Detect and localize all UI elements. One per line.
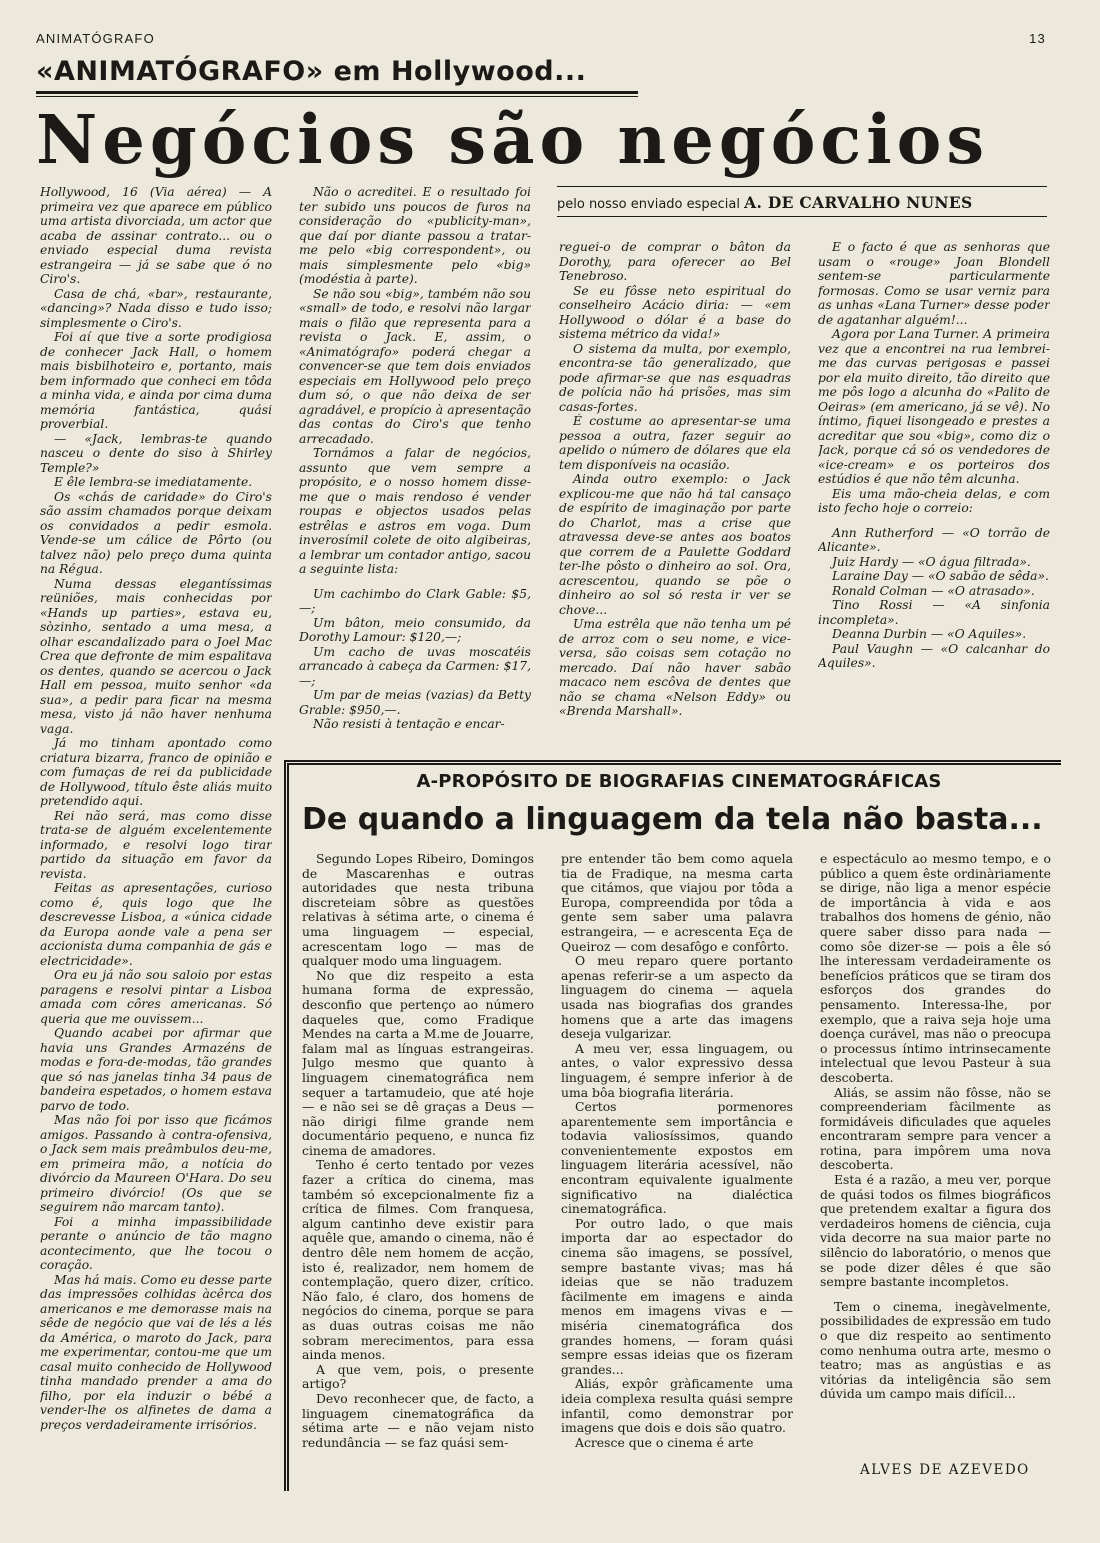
paragraph: Foi a minha impassibilidade perante o anúncio de tão magno acontecimento, que lhe tocou o coração. [40,1214,272,1272]
paragraph: Acresce que o cinema é arte [575,1434,754,1450]
magazine-name: ANIMATÓGRAFO [36,31,155,46]
paragraph: Uma estrêla que não tenha um pé de arroz com o seu nome, e vice-versa, são coisas sem cotação no mercado. Daí não haver sabão macaco nem escôva de dentes que não se chama «Nelson Eddy» ou «Brenda Marshall». [559,617,791,718]
paragraph: No que diz respeito a esta humana forma de expressão, desconfio que pertenço ao número daqueles que, como Fradique Mendes na carta a M.me de Jouarre, falam mal as línguas estrangeiras. Julgo mesmo que quanto à linguagem cinematográfica nem sequer a tartamudeio, que até hoje — e não sei se dê graças a Deus — não dirigi filme grande nem documentário pequeno, e nunca fiz cinema de amadores. [302,967,534,1158]
paragraph: O meu reparo quere portanto apenas referir-se a um aspecto da linguagem do cinema — aquela usada nas biografias dos grandes homens que a arte das imagens deseja vulgarizar. [561,953,793,1042]
article-column-3 [559,240,791,745]
paragraph: Segundo Lopes Ribeiro, Domingos de Mascarenhas e outras autoridades que nesta tribuna discreteiam sôbre as questões relativas à sétima arte, o cinema é uma linguagem — especial, acrescentam logo — mas de qualquer modo uma linguagem. [302,852,534,969]
sidebar-column-1 [302,852,534,1482]
article-headline: Negócios são negócios [36,100,990,179]
paragraph: Não o acreditei. E o resultado foi ter subido uns poucos de furos na consideração do «publicity-man», que daí por diante passou a tratar-me pelo «big correspondent», ou mais simplesmente pelo «big» (modéstia à parte). [299,185,531,286]
kicker-rule [36,91,638,94]
paragraph: Agora por Lana Turner. A primeira vez que a encontrei na rua lembrei-me das curvas perigosas e passei por ela muito direito, tão direito que me pôs logo a alcunha do «Palito de Oeiras» (em americano, já se vê). No íntimo, fiquei lisongeado e prestes a acreditar que sou «big», como diz o Jack, porque cá só os vendedores de «ice-cream» e os porteiros dos estúdios é que não têm alcunha. [818,327,1050,486]
nickname-item: Ann Rutherford — «O torrão de Alicante». [818,525,1050,554]
nickname-item: Paul Vaughn — «O calcanhar do Aquiles». [818,641,1050,670]
paragraph: Quando acabei por afirmar que havia uns Grandes Armazéns de modas e fora-de-modas, tão grandes que só nas janelas tinha 34 paus de bandeira espetados, o homem estava parvo de todo. [40,1026,272,1113]
paragraph: Foi aí que tive a sorte prodigiosa de conhecer Jack Hall, o homem mais bisbilhoteiro e, portanto, mais bem informado que conheci em tôda a minha vida, e ainda por cima duma memória fantástica, quási proverbial. [40,330,272,431]
byline-rule [557,216,1047,217]
price-list-item: Um bâton, meio consumido, da Dorothy Lamour: $120,—; [299,615,531,644]
paragraph: Os «chás de caridade» do Ciro's são assim chamados porque deixam os convidados a pedir esmola. Vende-se um cálice de Pôrto (ou talvez não) pelo preço duma quinta na Régua. [40,489,272,576]
paragraph: e espectáculo ao mesmo tempo, e o público a quem êste ordinàriamente se dirige, não liga a menor espécie de importância à vida e aos trabalhos dos homens de génio, não quere saber disso para nada — como sôe dizer-se — pois a êle só lhe interessam verdadeiramente os benefícios práticos que se tiram dos esforços dos grandes do pensamento. Interessa-lhe, por exemplo, que a raiva seja hoje uma doença curável, mas não o preocupa o processus íntimo intrinsecamente intelectual que levou Pasteur à sua descoberta. [820,852,1051,1085]
article-column-4 [818,240,1050,745]
paragraph: Certos pormenores aparentemente sem importância e todavia valiosíssimos, quando convenientemente expostos em linguagem literária acessível, não encontram equivalente igualmente significativo na dialéctica cinematográfica. [561,1099,793,1217]
price-list-item: Um cacho de uvas moscatéis arrancado à cabeça da Carmen: $17,—; [299,644,531,688]
article-column-1 [40,185,272,1480]
nickname-item: Juiz Hardy — «O água filtrada». [832,554,1031,569]
paragraph: Eis uma mão-cheia delas, e com isto fecho hoje o correio: [818,486,1050,515]
paragraph: pre entender tão bem como aquela tia de Fradique, na mesma carta que citámos, que viajou por tôda a Europa, compreendida por tôda a gente sem saber uma palavra estrangeira, — e acrescenta Eça de Queiroz — com desafôgo e confôrto. [561,852,793,954]
sidebar-column-2 [561,852,793,1482]
running-head [36,31,1046,46]
paragraph: Tornámos a falar de negócios, assunto que vem sempre a propósito, e o nosso homem disse-me que o mais rendoso é vender roupas e objectos usados pelas estrêlas e astros em voga. Dum inverosímil colete de oito algibeiras, a lembrar um contador antigo, sacou a seguinte lista: [299,446,531,576]
paragraph: Hollywood, 16 (Via aérea) — A primeira vez que aparece em público uma artista divorciada, um actor que acaba de assinar contrato... ou o enviado especial duma revista estrangeira — já se sabe que ó no Ciro's. [40,185,272,286]
price-list-item: Um par de meias (vazias) da Betty Grable: $950,—. [299,688,531,717]
sidebar-column-3 [820,852,1051,1452]
paragraph: O sistema da multa, por exemplo, encontra-se tão generalizado, que pode afirmar-se que nas esquadras de polícia não há prisões, mas sim casas-fortes. [559,341,791,414]
paragraph: Devo reconhecer que, de facto, a linguagem cinematográfica da sétima arte — e não vejam nisto redundância — se faz quási sem- [302,1390,534,1450]
paragraph: Aliás, se assim não fôsse, não se compreenderiam fàcilmente as formidáveis dificulades que aqueles encontraram sempre para vencer a rotina, para impôrem uma nova descoberta. [820,1084,1051,1173]
article-column-2 [299,185,531,750]
paragraph: Numa dessas elegantíssimas reüniões, mais conhecidas por «Hands up parties», estava eu, sòzinho, sentado a uma mesa, a olhar escandalizado para o Joel Mac Crea que defronte de mim espalitava os dentes, quando se acercou o Jack Hall em pessoa, muito senhor «da sua», a pedir para ficar na mesma mesa, visto já não haver nenhuma vaga. [40,576,272,736]
sidebar-signature: ALVES DE AZEVEDO [860,1462,1030,1478]
paragraph: Mas não foi por isso que ficámos amigos. Passando à contra-ofensiva, o Jack sem mais preâmbulos deu-me, em primeira mão, a notícia do divórcio da Maureen O'Hara. Do seu primeiro divórcio! (Os que se seguirem não marcam tanto). [40,1113,272,1214]
paragraph: É costume ao apresentar-se uma pessoa a outra, fazer seguir ao apelido o número de dólares que ela tem disponíveis na ocasião. [559,414,791,472]
paragraph: Aliás, expôr gràficamente uma ideia complexa resulta quási sempre infantil, como demonstrar por imagens que dois e dois são quatro. [561,1376,793,1436]
sidebar-kicker: A-PROPÓSITO DE BIOGRAFIAS CINEMATOGRÁFICAS [416,771,942,792]
nickname-item: Tino Rossi — «A sinfonia incompleta». [818,598,1050,627]
paragraph: Se eu fôsse neto espiritual do conselheiro Acácio diria: — «em Hollywood o dólar é a base do sistema métrico da vida!» [559,283,791,341]
sidebar-headline: De quando a linguagem da tela não basta... [302,802,1043,837]
nickname-item: Deanna Durbin — «O Aquiles». [832,627,1027,641]
paragraph: Ainda outro exemplo: o Jack explicou-me que não há tal cansaço de espírito de imaginação por parte do Charlot, mas a crise que atravessa deve-se antes aos boatos que correm de a Paulette Goddard ter-lhe pôsto o dinheiro ao sol. Ora, acrescentou, quando se põe o dinheiro ao sol só resta ir ver se chove... [559,472,791,617]
paragraph: Já mo tinham apontado como criatura bizarra, franco de opinião e com fumaças de rei da publicidade de Hollywood, título êste aliás muito pretendido aqui. [40,736,272,808]
paragraph: Rei não será, mas como disse trata-se de alguém excelentemente informado, e resolvi logo tirar partido da situação em favor da revista. [40,808,272,881]
paragraph: Por outro lado, o que mais importa dar ao espectador do cinema são imagens, se possível, sempre bastante vivas; mas há ideias que se não traduzem fàcilmente em imagens e ainda menos em imagens vivas e — miséria cinematográfica dos grandes homens, — foram quási sempre essas ideias que os fizeram grandes... [561,1215,793,1377]
paragraph: Ora eu já não sou saloio por estas paragens e resolvi pintar a Lisboa amada com côres americanas. Só queria que me ouvissem... [40,968,272,1026]
paragraph: Não resisti à tentação e encar- [313,717,505,731]
paragraph: Tenho é certo tentado por vezes fazer a crítica do cinema, mas também só excepcionalmente fiz a crítica de filmes. Com franquesa, algum cantinho deve existir para aquêle que, amando o cinema, não é dentro dêle nem homem de acção, isto é, realizador, nem homem de contemplação, quero dizer, crítico. Não falo, é claro, dos homens de negócios do cinema, porque se para as duas outras coisas me não sobram merecimentos, para essa ainda menos. [302,1157,534,1363]
kicker-rule-thin [36,96,638,97]
paragraph: reguei-o de comprar o bâton da Dorothy, para oferecer ao Bel Tenebroso. [559,240,791,283]
paragraph: Tem o cinema, inegàvelmente, possibilidades de expressão em tudo o que diz respeito ao sentimento como nenhuma outra arte, mesmo o teatro; mas as angústias e as vitórias da inteligência são sem dúvida um campo mais difícil... [820,1298,1051,1402]
article-kicker: «ANIMATÓGRAFO» em Hollywood... [36,56,587,87]
paragraph: Se não sou «big», também não sou «small» de todo, e resolvi não largar mais o filão que representa para a revista o Jack. E, assim, o «Animatógrafo» poderá chegar a convencer-se que tem dois enviados especiais em Hollywood pelo preço dum só, o que não deixa de ser agradável, e propício à apresentação das contas do Ciro's que tenho arrecadado. [299,286,531,446]
nickname-item: Laraine Day — «O sabão de sêda». [832,569,1049,583]
paragraph: E êle lembra-se imediatamente. [54,475,253,489]
page-number: 13 [1029,31,1046,46]
paragraph: Mas há mais. Como eu desse parte das impressões colhidas àcêrca dos americanos e me demorasse mais na sêde de negócio que vai de lés a lés da América, o maroto do Jack, para me experimentar, contou-me que um casal muito conhecido de Hollywood tinha mandado prender a ama do filho, por ela induzir o bébé a vender-lhe os alfinetes de dama a preços verdadeiramente irrisórios. [40,1272,272,1432]
byline-rule [557,186,1047,187]
byline-prefix: pelo nosso enviado especial [557,197,740,212]
paragraph: Casa de chá, «bar», restaurante, «dancing»? Nada disso e tudo isso; simplesmente o Ciro's. [40,286,272,330]
paragraph: — «Jack, lembras-te quando nasceu o dente do siso à Shirley Temple?» [40,431,272,475]
price-list-item: Um cachimbo do Clark Gable: $5,—; [299,586,531,615]
paragraph: A que vem, pois, o presente artigo? [302,1361,534,1392]
paragraph: E o facto é que as senhoras que usam o «rouge» Joan Blondell sentem-se particularmente formosas. Como se usar verniz para as unhas «Lana Turner» desse poder de agatanhar alguém!... [818,240,1050,327]
paragraph: Feitas as apresentações, curioso como é, quis logo que lhe descrevesse Lisboa, a «única cidade da Europa aonde vale a pena ser accionista duma companhia de gás e electricidade». [40,881,272,968]
paragraph: Esta é a razão, a meu ver, porque de quási todos os filmes biográficos que pretendem exaltar a figura dos verdadeiros homens de ciência, cuja vida decorre na sua maior parte no silêncio do laboratório, o menos que se pode dizer dêles é que são sempre bastante incompletos. [820,1172,1051,1290]
byline-author: A. DE CARVALHO NUNES [744,193,973,212]
nickname-item: Ronald Colman — «O atrasado». [832,583,1035,598]
byline [557,193,1047,212]
paragraph: A meu ver, essa linguagem, ou antes, o valor expressivo dessa linguagem, é sempre inferior à de uma bôa biografia literária. [561,1040,793,1100]
